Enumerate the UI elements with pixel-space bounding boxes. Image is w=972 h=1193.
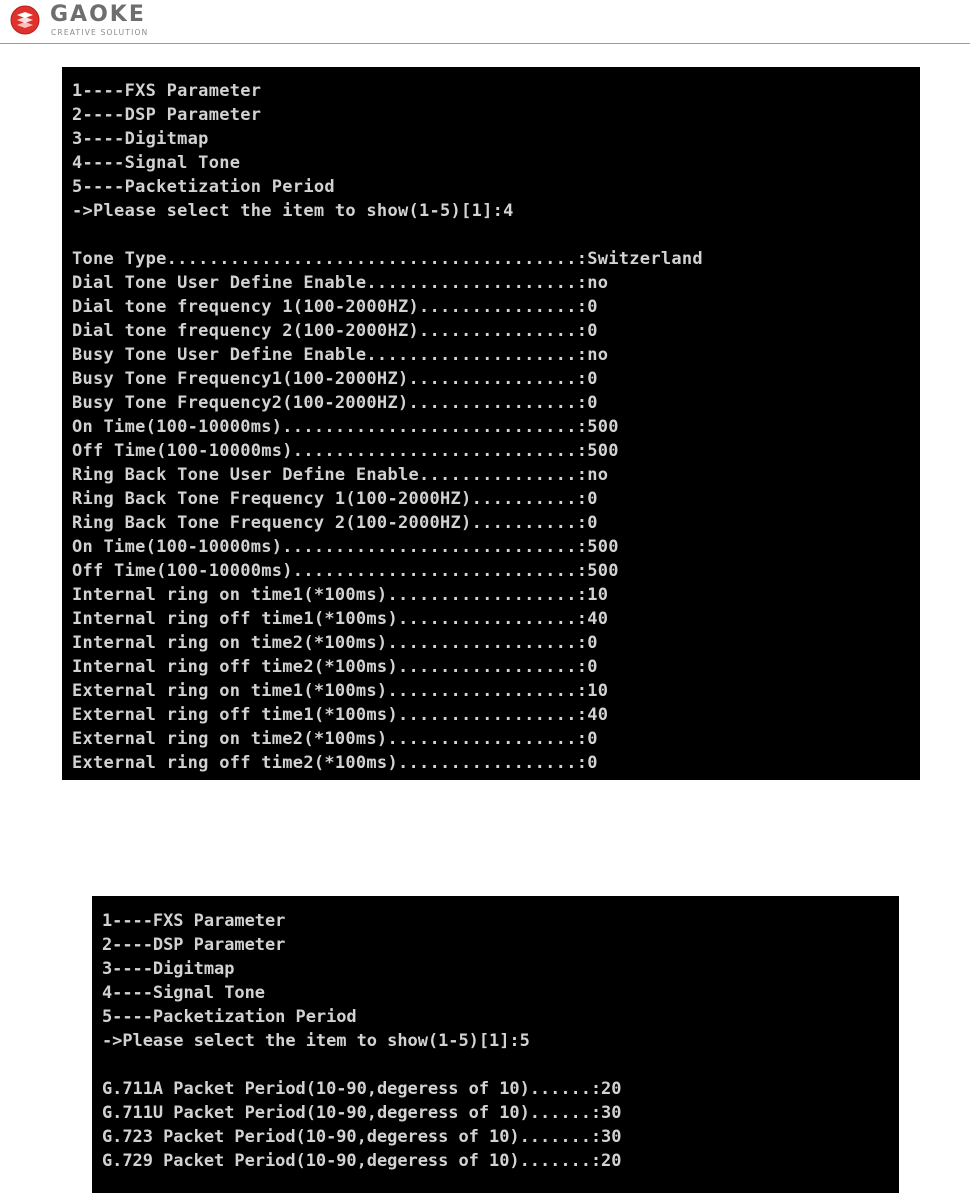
menu-item: 5----Packetization Period — [72, 177, 335, 197]
parameter-line: Dial tone frequency 1(100-2000HZ)...............:0 — [72, 297, 598, 317]
parameter-line: Ring Back Tone Frequency 1(100-2000HZ)..........:0 — [72, 489, 598, 509]
parameter-line: Ring Back Tone User Define Enable...............:no — [72, 465, 609, 485]
parameter-line: External ring off time2(*100ms).................:0 — [72, 753, 598, 773]
parameter-line: G.711U Packet Period(10-90,degeress of 10)......:30 — [102, 1103, 622, 1123]
parameter-line: Dial Tone User Define Enable....................:no — [72, 273, 609, 293]
console-output — [102, 909, 621, 1173]
blank-line — [72, 223, 703, 247]
menu-item: 5----Packetization Period — [102, 1007, 357, 1027]
brand-tagline: CREATIVE SOLUTION — [51, 28, 149, 37]
menu-item: 2----DSP Parameter — [102, 935, 286, 955]
header-divider — [0, 43, 970, 44]
parameter-line: Internal ring on time1(*100ms)..................:10 — [72, 585, 609, 605]
parameter-line: Internal ring off time1(*100ms).................:40 — [72, 609, 609, 629]
parameter-line: Off Time(100-10000ms)...........................:500 — [72, 441, 619, 461]
parameter-line: Tone Type.......................................:Switzerland — [72, 249, 703, 269]
parameter-line: G.723 Packet Period(10-90,degeress of 10).......:30 — [102, 1127, 622, 1147]
menu-item: 1----FXS Parameter — [102, 911, 286, 931]
menu-item: 1----FXS Parameter — [72, 81, 262, 101]
page-header — [0, 0, 972, 44]
parameter-line: On Time(100-10000ms)............................:500 — [72, 417, 619, 437]
parameter-line: Off Time(100-10000ms)...........................:500 — [72, 561, 619, 581]
console-window-packetization — [92, 896, 899, 1193]
menu-item: 3----Digitmap — [102, 959, 235, 979]
parameter-line: Ring Back Tone Frequency 2(100-2000HZ)..........:0 — [72, 513, 598, 533]
parameter-line: G.711A Packet Period(10-90,degeress of 10)......:20 — [102, 1079, 622, 1099]
parameter-line: External ring on time1(*100ms)..................:10 — [72, 681, 609, 701]
parameter-line: Busy Tone Frequency1(100-2000HZ)................:0 — [72, 369, 598, 389]
parameter-line: Internal ring off time2(*100ms).................:0 — [72, 657, 598, 677]
parameter-line: External ring off time1(*100ms).................:40 — [72, 705, 609, 725]
menu-item: 4----Signal Tone — [102, 983, 265, 1003]
gaoke-logo-icon — [10, 5, 40, 35]
menu-item: 4----Signal Tone — [72, 153, 241, 173]
console-window-signal-tone — [62, 67, 920, 780]
blank-line — [102, 1053, 621, 1077]
command-prompt: ->Please select the item to show(1-5)[1]:4 — [72, 201, 514, 221]
parameter-line: G.729 Packet Period(10-90,degeress of 10).......:20 — [102, 1151, 622, 1171]
menu-item: 2----DSP Parameter — [72, 105, 262, 125]
parameter-line: Dial tone frequency 2(100-2000HZ)...............:0 — [72, 321, 598, 341]
console-output — [72, 79, 703, 775]
brand-name: GAOKE — [50, 2, 146, 27]
parameter-line: External ring on time2(*100ms)..................:0 — [72, 729, 598, 749]
menu-item: 3----Digitmap — [72, 129, 209, 149]
parameter-line: Busy Tone Frequency2(100-2000HZ)................:0 — [72, 393, 598, 413]
parameter-line: Internal ring on time2(*100ms)..................:0 — [72, 633, 598, 653]
parameter-line: On Time(100-10000ms)............................:500 — [72, 537, 619, 557]
command-prompt: ->Please select the item to show(1-5)[1]:5 — [102, 1031, 530, 1051]
parameter-line: Busy Tone User Define Enable....................:no — [72, 345, 609, 365]
